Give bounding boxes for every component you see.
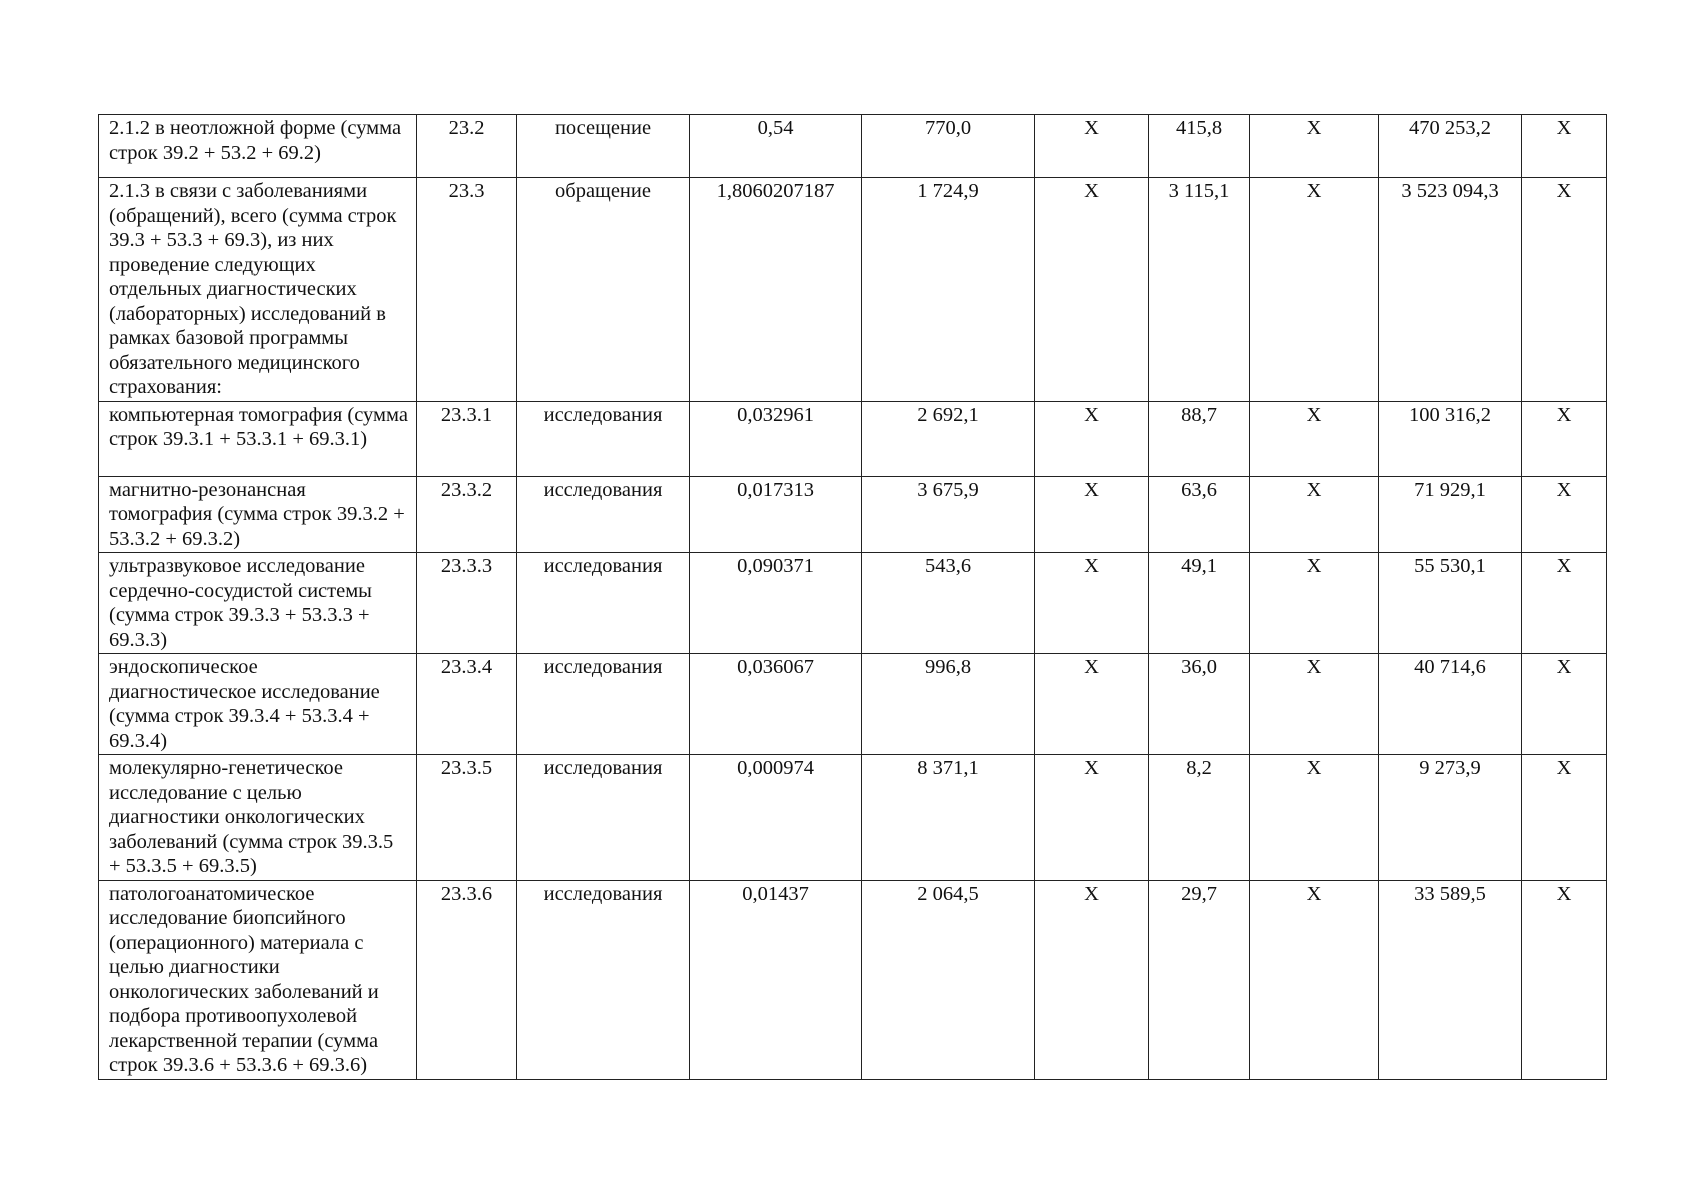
per-capita-cell: 49,1	[1149, 553, 1250, 654]
row-name-cell: 2.1.3 в связи с заболеваниями (обращений), всего (сумма строк 39.3 + 53.3 + 69.3), из них проведение следующих отдельных диагностических (лабораторных) исследований в рамках базовой программы обязательного медицинского страхования:	[99, 178, 417, 402]
norm-cell: 0,54	[690, 115, 862, 178]
x-cell: Х	[1522, 880, 1607, 1079]
table-row	[99, 654, 1607, 755]
total-cell: 100 316,2	[1379, 401, 1522, 476]
row-name-cell: магнитно-резонансная томография (сумма строк 39.3.2 + 53.3.2 + 69.3.2)	[99, 476, 417, 553]
unit-cell: исследования	[517, 401, 690, 476]
row-name-cell: 2.1.2 в неотложной форме (сумма строк 39.2 + 53.2 + 69.2)	[99, 115, 417, 178]
per-capita-cell: 29,7	[1149, 880, 1250, 1079]
per-capita-cell: 8,2	[1149, 755, 1250, 881]
table-row	[99, 755, 1607, 881]
unit-cell: исследования	[517, 476, 690, 553]
row-code-cell: 23.3.2	[417, 476, 517, 553]
unit-cell: исследования	[517, 553, 690, 654]
x-cell: Х	[1035, 880, 1149, 1079]
total-cell: 55 530,1	[1379, 553, 1522, 654]
row-name-cell: патологоанатомическое исследование биопсийного (операционного) материала с целью диагностики онкологических заболеваний и подбора противоопухолевой лекарственной терапии (сумма строк 39.3.6 + 53.3.6 + 69.3.6)	[99, 880, 417, 1079]
per-capita-cell: 415,8	[1149, 115, 1250, 178]
unit-cell: обращение	[517, 178, 690, 402]
total-cell: 71 929,1	[1379, 476, 1522, 553]
x-cell: Х	[1522, 401, 1607, 476]
x-cell: Х	[1250, 401, 1379, 476]
x-cell: Х	[1035, 115, 1149, 178]
norm-cell: 0,036067	[690, 654, 862, 755]
x-cell: Х	[1250, 553, 1379, 654]
x-cell: Х	[1522, 553, 1607, 654]
x-cell: Х	[1522, 115, 1607, 178]
norm-cell: 0,017313	[690, 476, 862, 553]
unit-cell: исследования	[517, 654, 690, 755]
row-code-cell: 23.3	[417, 178, 517, 402]
cost-cell: 543,6	[862, 553, 1035, 654]
total-cell: 470 253,2	[1379, 115, 1522, 178]
norm-cell: 0,032961	[690, 401, 862, 476]
row-code-cell: 23.3.5	[417, 755, 517, 881]
norm-cell: 0,01437	[690, 880, 862, 1079]
x-cell: Х	[1035, 178, 1149, 402]
row-name-cell: молекулярно-генетическое исследование с целью диагностики онкологических заболеваний (сумма строк 39.3.5 + 53.3.5 + 69.3.5)	[99, 755, 417, 881]
norm-cell: 1,8060207187	[690, 178, 862, 402]
norm-cell: 0,000974	[690, 755, 862, 881]
row-code-cell: 23.3.6	[417, 880, 517, 1079]
cost-cell: 2 692,1	[862, 401, 1035, 476]
unit-cell: исследования	[517, 880, 690, 1079]
row-name-cell: эндоскопическое диагностическое исследование (сумма строк 39.3.4 + 53.3.4 + 69.3.4)	[99, 654, 417, 755]
row-code-cell: 23.3.1	[417, 401, 517, 476]
row-code-cell: 23.3.4	[417, 654, 517, 755]
per-capita-cell: 3 115,1	[1149, 178, 1250, 402]
table-body	[99, 115, 1607, 1080]
x-cell: Х	[1035, 755, 1149, 881]
x-cell: Х	[1522, 178, 1607, 402]
row-name-cell: ультразвуковое исследование сердечно-сосудистой системы (сумма строк 39.3.3 + 53.3.3 + 69.3.3)	[99, 553, 417, 654]
cost-cell: 2 064,5	[862, 880, 1035, 1079]
x-cell: Х	[1250, 880, 1379, 1079]
x-cell: Х	[1035, 654, 1149, 755]
x-cell: Х	[1250, 654, 1379, 755]
total-cell: 40 714,6	[1379, 654, 1522, 755]
x-cell: Х	[1250, 115, 1379, 178]
per-capita-cell: 63,6	[1149, 476, 1250, 553]
total-cell: 33 589,5	[1379, 880, 1522, 1079]
unit-cell: посещение	[517, 115, 690, 178]
x-cell: Х	[1250, 476, 1379, 553]
cost-cell: 8 371,1	[862, 755, 1035, 881]
per-capita-cell: 36,0	[1149, 654, 1250, 755]
x-cell: Х	[1522, 476, 1607, 553]
total-cell: 3 523 094,3	[1379, 178, 1522, 402]
table-row	[99, 553, 1607, 654]
norm-cell: 0,090371	[690, 553, 862, 654]
table-row	[99, 401, 1607, 476]
x-cell: Х	[1035, 476, 1149, 553]
table-row	[99, 880, 1607, 1079]
unit-cell: исследования	[517, 755, 690, 881]
row-code-cell: 23.2	[417, 115, 517, 178]
table-row	[99, 476, 1607, 553]
row-code-cell: 23.3.3	[417, 553, 517, 654]
financing-table	[98, 114, 1607, 1080]
x-cell: Х	[1250, 755, 1379, 881]
x-cell: Х	[1522, 755, 1607, 881]
table-row	[99, 115, 1607, 178]
x-cell: Х	[1522, 654, 1607, 755]
row-name-cell: компьютерная томография (сумма строк 39.3.1 + 53.3.1 + 69.3.1)	[99, 401, 417, 476]
x-cell: Х	[1035, 553, 1149, 654]
table-row	[99, 178, 1607, 402]
total-cell: 9 273,9	[1379, 755, 1522, 881]
per-capita-cell: 88,7	[1149, 401, 1250, 476]
x-cell: Х	[1035, 401, 1149, 476]
cost-cell: 996,8	[862, 654, 1035, 755]
x-cell: Х	[1250, 178, 1379, 402]
cost-cell: 770,0	[862, 115, 1035, 178]
cost-cell: 1 724,9	[862, 178, 1035, 402]
cost-cell: 3 675,9	[862, 476, 1035, 553]
